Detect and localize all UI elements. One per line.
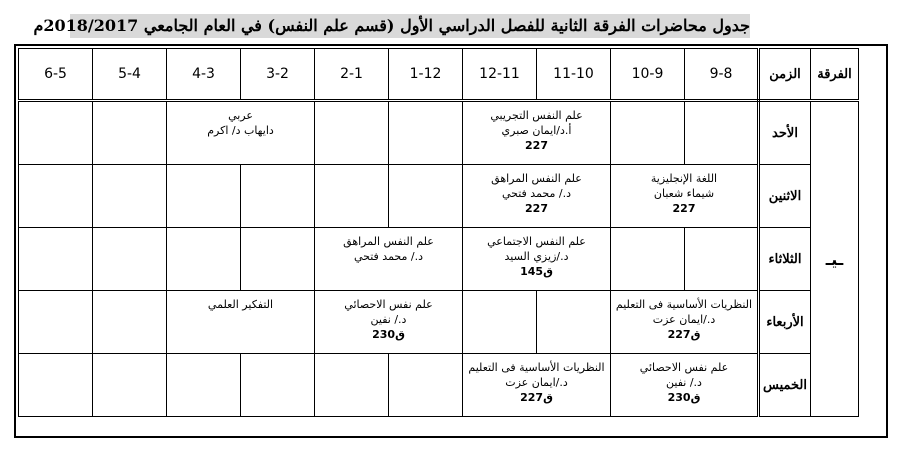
lecturer-name: د./ايمان عزت <box>505 376 568 389</box>
empty-cell <box>93 291 167 354</box>
course-name: علم النفس المراهق <box>491 172 582 185</box>
room-number: 227 <box>672 202 696 215</box>
room-number: 227 <box>525 139 548 152</box>
empty-cell <box>19 354 93 417</box>
empty-cell <box>19 228 93 291</box>
lecturer-name: د./ نفين <box>370 313 407 326</box>
header-slot: 10-9 <box>611 49 685 101</box>
table-row <box>19 354 859 417</box>
empty-cell <box>685 228 759 291</box>
course-name: اللغة الإنجليزية <box>650 172 718 185</box>
table-row <box>19 101 859 165</box>
room-number: ق227 <box>520 391 553 404</box>
room-number: 227 <box>525 202 548 215</box>
course-name: التفكير العلمي <box>207 298 274 311</box>
session-cell <box>167 291 315 354</box>
table-row <box>19 228 859 291</box>
session-cell <box>611 291 759 354</box>
lecturer-name: د./ نفين <box>666 376 702 389</box>
empty-cell <box>241 228 315 291</box>
session-cell <box>611 165 759 228</box>
header-time: الزمن <box>759 49 811 101</box>
empty-cell <box>463 291 537 354</box>
session-cell <box>315 291 463 354</box>
header-slot: 11-10 <box>537 49 611 101</box>
day-thursday: الخميس <box>759 354 811 417</box>
empty-cell <box>389 165 463 228</box>
course-name: عربي <box>228 109 253 122</box>
page-title: جدول محاضرات الفرقة الثانية للفصل الدراسي الأول (قسم علم النفس) في العام الجامعي 2018/2017م <box>70 14 750 38</box>
course-name: النظريات الأساسية فى التعليم <box>615 298 753 311</box>
empty-cell <box>93 228 167 291</box>
header-slot: 9-8 <box>685 49 759 101</box>
header-slot: 6-5 <box>19 49 93 101</box>
empty-cell <box>315 165 389 228</box>
day-wednesday: الأربعاء <box>759 291 811 354</box>
session-cell <box>463 101 611 165</box>
empty-cell <box>19 165 93 228</box>
empty-cell <box>19 101 93 165</box>
session-cell <box>463 228 611 291</box>
schedule-table <box>18 48 859 417</box>
empty-cell <box>93 101 167 165</box>
lecturer-name: شيماء شعبان <box>653 187 715 200</box>
empty-cell <box>685 101 759 165</box>
header-slot: 1-12 <box>389 49 463 101</box>
lecturer-name: دايهاب د/ اكرم <box>207 124 274 137</box>
header-slot: 2-1 <box>315 49 389 101</box>
lecturer-name: د./ايمان عزت <box>652 313 716 326</box>
empty-cell <box>611 101 685 165</box>
empty-cell <box>167 165 241 228</box>
table-row <box>19 291 859 354</box>
header-slot: 5-4 <box>93 49 167 101</box>
lecturer-name: د./زيزي السيد <box>504 250 569 263</box>
course-name: علم نفس الاحصائي <box>639 361 729 374</box>
empty-cell <box>93 354 167 417</box>
table-row <box>19 165 859 228</box>
empty-cell <box>389 101 463 165</box>
course-name: النظريات الأساسية فى التعليم <box>468 361 605 374</box>
room-number: ق145 <box>520 265 553 278</box>
empty-cell <box>241 165 315 228</box>
empty-cell <box>611 228 685 291</box>
course-name: علم النفس التجريبي <box>490 109 583 122</box>
empty-cell <box>93 165 167 228</box>
session-cell <box>167 101 315 165</box>
empty-cell <box>19 291 93 354</box>
day-monday: الاثنين <box>759 165 811 228</box>
session-cell <box>611 354 759 417</box>
course-name: علم نفس الاحصائي <box>344 298 433 311</box>
group-cell <box>811 101 859 417</box>
header-row <box>19 49 859 101</box>
room-number: ق230 <box>372 328 405 341</box>
header-slot: 12-11 <box>463 49 537 101</box>
course-name: علم النفس المراهق <box>343 235 434 248</box>
day-tuesday: الثلاثاء <box>759 228 811 291</box>
lecturer-name: د./ محمد فتحي <box>353 250 424 263</box>
lecturer-name: د./ محمد فتحي <box>501 187 572 200</box>
session-cell <box>315 228 463 291</box>
header-group: الفرقة <box>811 49 859 101</box>
empty-cell <box>315 354 389 417</box>
empty-cell <box>389 354 463 417</box>
empty-cell <box>241 354 315 417</box>
day-sunday: الأحد <box>759 101 811 165</box>
empty-cell <box>167 228 241 291</box>
empty-cell <box>315 101 389 165</box>
room-number: ق227 <box>667 328 701 341</box>
group-label: ـيـ <box>825 249 844 269</box>
empty-cell <box>537 291 611 354</box>
course-name: علم النفس الاجتماعي <box>487 235 586 248</box>
empty-cell <box>167 354 241 417</box>
header-slot: 3-2 <box>241 49 315 101</box>
room-number: ق230 <box>667 391 701 404</box>
session-cell <box>463 354 611 417</box>
lecturer-name: أ.د/ايمان صبري <box>501 124 572 137</box>
session-cell <box>463 165 611 228</box>
header-slot: 4-3 <box>167 49 241 101</box>
